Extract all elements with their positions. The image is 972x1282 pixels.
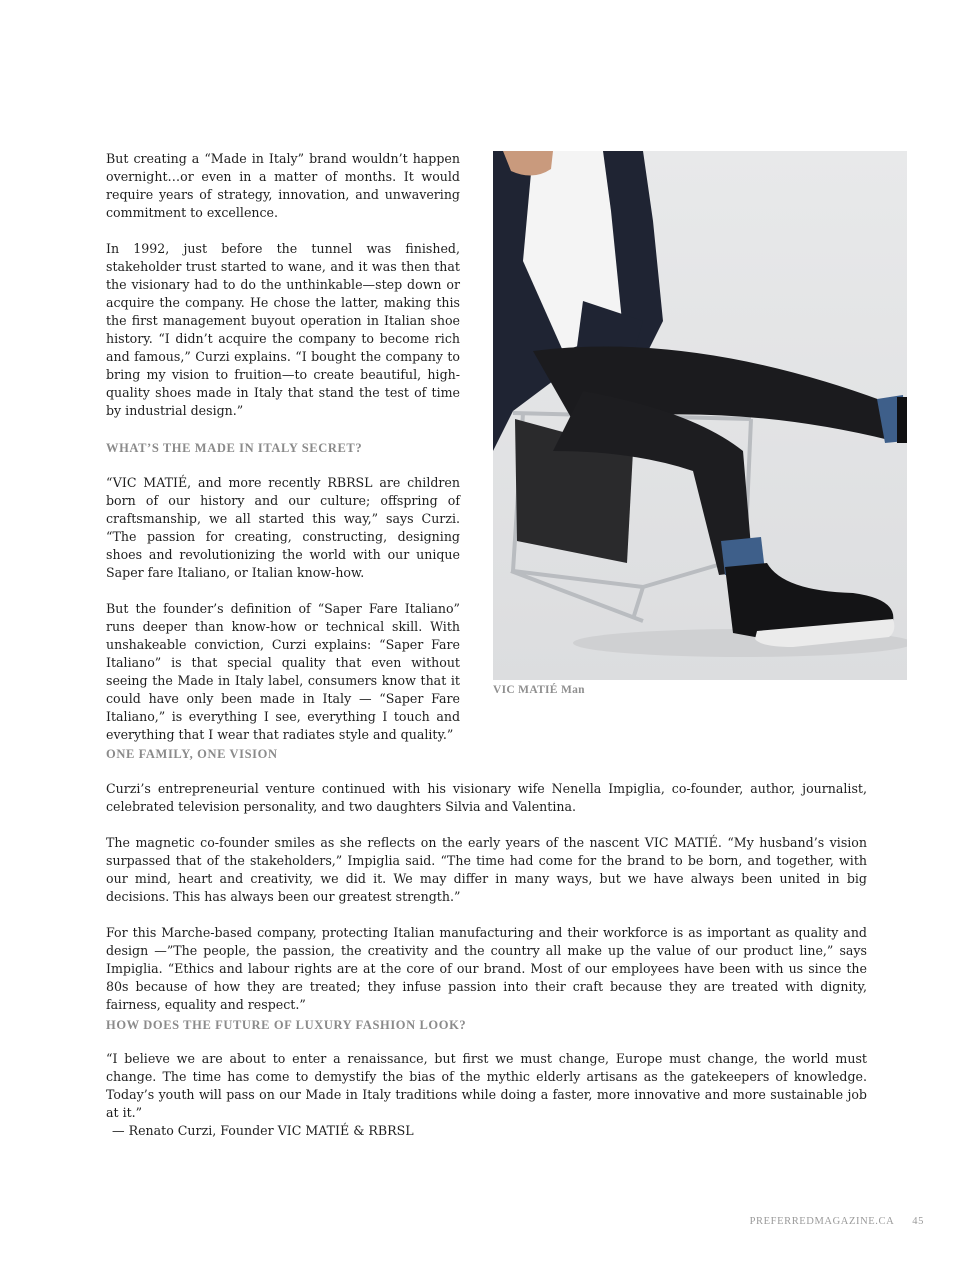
fashion-photo [493, 151, 907, 680]
quote-attribution: — Renato Curzi, Founder VIC MATIÉ & RBRSL [112, 1123, 414, 1138]
section-body [106, 780, 867, 1014]
body-paragraph: The magnetic co-founder smiles as she reflects on the early years of the nascent VIC MATIÉ. “My husband’s vision surpassed that of the stakeholders,” Impiglia said. “The time had come for the brand to be born, and together, with our mind, heart and creativity, we did it. We may differ in many ways, but we have always been united in big decisions. This has always been our greatest strength.” [106, 835, 867, 904]
photo-caption: VIC MATIÉ Man [493, 684, 585, 696]
body-paragraph: In 1992, just before the tunnel was finished, stakeholder trust started to wane, and it was then that the visionary had to do the unthinkable—step down or acquire the company. He chose the latter, making this the first management buyout operation in Italian shoe history. “I didn’t acquire the company to become rich and famous,” Curzi explains. “I bought the company to bring my vision to fruition—to create beautiful, high-quality shoes made in Italy that stand the test of time by industrial design.” [106, 241, 460, 418]
section-heading: ONE FAMILY, ONE VISION [106, 747, 278, 761]
body-paragraph: But the founder’s definition of “Saper Fare Italiano” runs deeper than know-how or technical skill. With unshakeable conviction, Curzi explains: “Saper Fare Italiano” is that special quality that even without seeing the Made in Italy label, consumers know that it could have only been made in Italy — “Saper Fare Italiano,” is everything I see, everything I touch and everything that I wear that radiates style and quality.” [106, 601, 460, 742]
body-paragraph: For this Marche-based company, protecting Italian manufacturing and their workforce is as important as quality and design —”The people, the passion, the creativity and the country all make up the value of our product line,” says Impiglia. “Ethics and labour rights are at the core of our brand. Most of our employees have been with us since the 80s because of how they are treated; they infuse passion into their craft because they are treated with dignity, fairness, equality and respect.” [106, 925, 867, 1012]
body-paragraph: Curzi’s entrepreneurial venture continued with his visionary wife Nenella Impiglia, co-founder, author, journalist, celebrated television personality, and two daughters Silvia and Valentina. [106, 781, 867, 814]
footer-site-link[interactable]: PREFERREDMAGAZINE.CA [749, 1216, 895, 1227]
left-column-lower [106, 474, 460, 744]
body-paragraph: “VIC MATIÉ, and more recently RBRSL are children born of our history and our culture; offspring of craftsmanship, we all started this way,” says Curzi. “The passion for creating, constructing, designing shoes and revolutionizing the world with our unique Saper fare Italiano, or Italian know-how. [106, 475, 460, 580]
left-column [106, 150, 460, 420]
quote-text: “I believe we are about to enter a renaissance, but first we must change, Europe must change, the world must change. The time has come to demystify the bias of the mythic elderly artisans as the gatekeepers of knowledge. Today’s youth will pass on our Made in Italy traditions while doing a faster, more innovative and more sustainable job at it.” [106, 1051, 867, 1120]
section-heading: WHAT’S THE MADE IN ITALY SECRET? [106, 441, 363, 455]
section-heading: HOW DOES THE FUTURE OF LUXURY FASHION LOOK? [106, 1018, 467, 1032]
page-number: 45 [912, 1216, 924, 1227]
page-footer [750, 1216, 924, 1227]
quote-block [106, 1050, 867, 1140]
body-paragraph: But creating a “Made in Italy” brand wouldn’t happen overnight…or even in a matter of months. It would require years of strategy, innovation, and unwavering commitment to excellence. [106, 151, 460, 220]
